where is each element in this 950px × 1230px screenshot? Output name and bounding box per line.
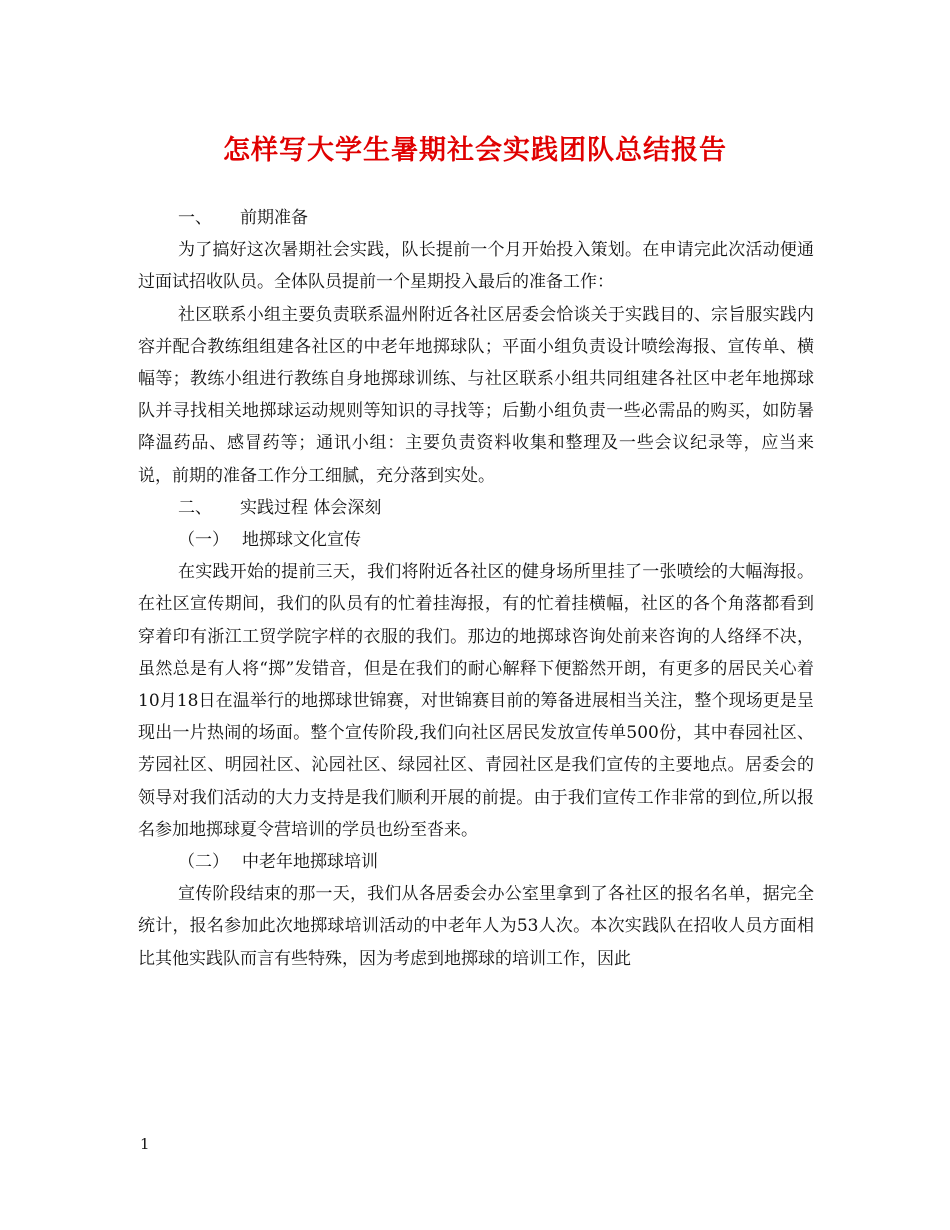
- paragraph: 社区联系小组主要负责联系温州附近各社区居委会恰谈关于实践目的、宗旨服实践内容并配合教练组组建各社区的中老年地掷球队；平面小组负责设计喷绘海报、宣传单、横幅等；教练小组进行教练自身地掷球训练、与社区联系小组共同组建各社区中老年地掷球队并寻找相关地掷球运动规则等知识的寻找等；后勤小组负责一些必需品的购买，如防暑降温药品、感冒药等；通讯小组：主要负责资料收集和整理及一些会议纪录等，应当来说，前期的准备工作分工细腻，充分落到实处。: [138, 304, 814, 486]
- section-title-2: 实践过程 体会深刻: [240, 497, 382, 518]
- paragraph: 宣传阶段结束的那一天，我们从各居委会办公室里拿到了各社区的报名名单，据完全统计，报名参加此次地掷球培训活动的中老年人为53人次。本次实践队在招收人员方面相比其他实践队而言有些特殊，因为考虑到地掷球的培训工作，因此: [138, 884, 814, 969]
- document-body: [138, 202, 814, 975]
- subsection-number-1: （一）: [178, 530, 229, 551]
- document-title: 怎样写大学生暑期社会实践团队总结报告: [223, 135, 727, 166]
- section-heading-2: [138, 492, 814, 524]
- page-number: 1: [140, 1135, 150, 1153]
- section-number-2: 二、: [178, 497, 212, 518]
- subsection-number-2: （二）: [178, 852, 229, 873]
- subsection-heading-1: [138, 524, 814, 556]
- section-title-1: 前期准备: [240, 208, 308, 228]
- subsection-heading-2: [138, 846, 814, 878]
- subsection-title-1: 地掷球文化宣传: [242, 530, 361, 551]
- section-heading-1: [138, 202, 814, 234]
- paragraph: 为了搞好这次暑期社会实践，队长提前一个月开始投入策划。在申请完此次活动便通过面试招收队员。全体队员提前一个星期投入最后的准备工作：: [138, 240, 814, 293]
- section-number-1: 一、: [178, 208, 212, 228]
- paragraph: 在实践开始的提前三天，我们将附近各社区的健身场所里挂了一张喷绘的大幅海报。在社区宣传期间，我们的队员有的忙着挂海报，有的忙着挂横幅，社区的各个角落都看到穿着印有浙江工贸学院字样的衣服的我们。那边的地掷球咨询处前来咨询的人络绎不决，虽然总是有人将“掷”发错音，但是在我们的耐心解释下便豁然开朗，有更多的居民关心着10月18日在温举行的地掷球世锦赛，对世锦赛目前的筹备进展相当关注，整个现场更是呈现出一片热闹的场面。整个宣传阶段,我们向社区居民发放宣传单500份，其中春园社区、芳园社区、明园社区、沁园社区、绿园社区、青园社区是我们宣传的主要地点。居委会的领导对我们活动的大力支持是我们顺利开展的前提。由于我们宣传工作非常的到位,所以报名参加地掷球夏令营培训的学员也纷至沓来。: [138, 562, 814, 840]
- subsection-title-2: 中老年地掷球培训: [242, 852, 378, 873]
